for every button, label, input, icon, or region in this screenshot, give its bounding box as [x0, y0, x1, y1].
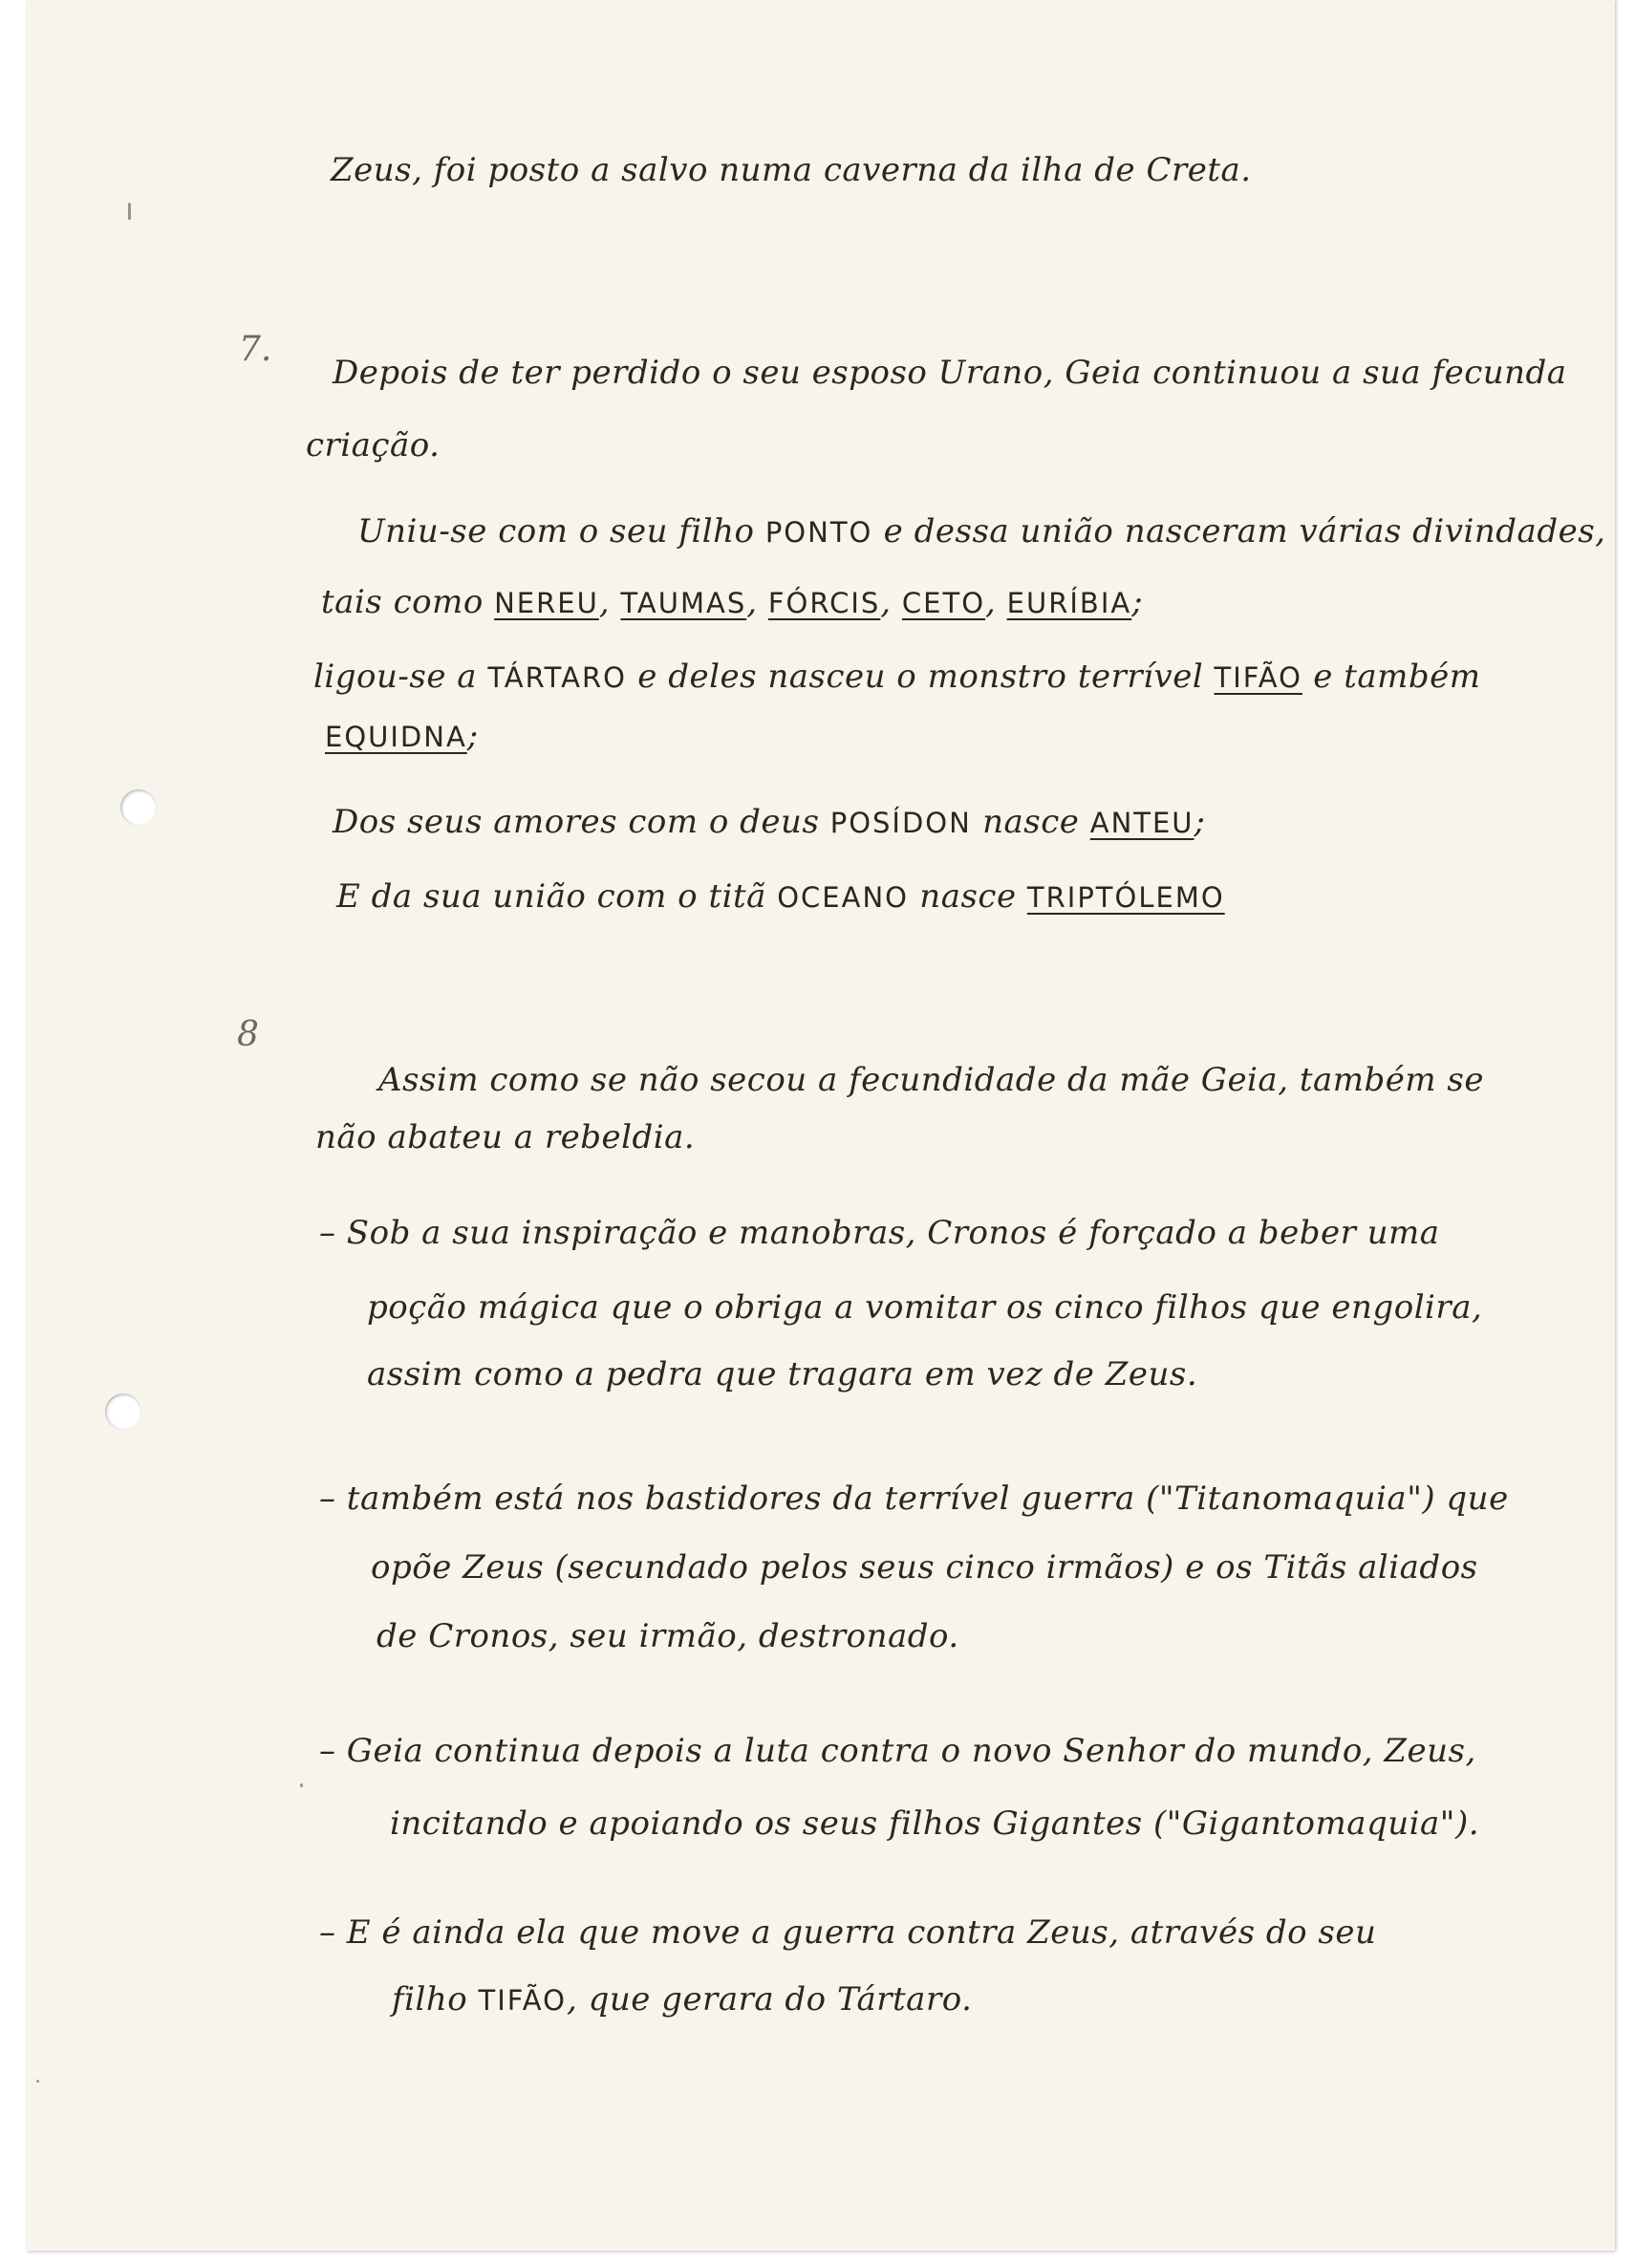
line-text: e dessa união nasceram várias divindades,: [872, 512, 1606, 551]
line-text: – Geia continua depois a luta contra o novo Senhor do mundo, Zeus,: [319, 1732, 1476, 1770]
line-text: nasce: [971, 803, 1090, 841]
text-line: [319, 1216, 1440, 1251]
line-text: ligou-se a: [313, 658, 488, 696]
line-text: Uniu-se com o seu filho: [357, 512, 765, 551]
deity-name: TIFÃO: [478, 1984, 567, 2017]
line-text: tais como: [321, 583, 495, 621]
deity-name: CETO: [901, 587, 986, 619]
punch-hole: [105, 1393, 141, 1430]
paper-speck: [36, 2080, 39, 2083]
deity-name: PONTO: [764, 516, 873, 549]
text-line: [319, 1481, 1509, 1517]
line-text: – E é ainda ela que move a guerra contra Zeus, através do seu: [319, 1913, 1377, 1952]
deity-name: ANTEU: [1089, 807, 1194, 839]
text-line: [333, 356, 1567, 391]
text-line: [319, 1915, 1376, 1951]
deity-name: NEREU: [494, 587, 599, 619]
text-line: [315, 1120, 695, 1156]
deity-name: TAUMAS: [620, 587, 747, 619]
line-text: Zeus, foi posto a salvo numa caverna da ilha de Creta.: [331, 151, 1252, 189]
text-line: [392, 1982, 972, 2018]
line-text: de Cronos, seu irmão, destronado.: [376, 1617, 959, 1655]
deity-name: TÁRTARO: [487, 661, 627, 694]
section-number: 8: [237, 1015, 259, 1054]
line-text: e também: [1302, 658, 1481, 696]
text-line: [336, 879, 1225, 915]
line-text: criação.: [306, 426, 441, 464]
line-text: – também está nos bastidores da terrível guerra ("Titanomaquia") que: [319, 1480, 1509, 1518]
line-text: não abateu a rebeldia.: [315, 1118, 696, 1156]
text-line: [371, 1550, 1478, 1586]
text-line: [319, 1734, 1476, 1769]
text-line: EQUIDNA;: [325, 717, 479, 755]
punch-hole: [120, 789, 157, 826]
deity-name: OCEANO: [777, 881, 909, 914]
line-text: incitando e apoiando os seus filhos Gigantes ("Gigantomaquia").: [390, 1804, 1480, 1843]
text-line: tais como NEREU, TAUMAS, FÓRCIS, CETO, EURÍBIA;: [321, 583, 1144, 621]
paper-speck: [300, 1783, 303, 1787]
deity-name: TRIPTÓLEMO: [1026, 881, 1225, 914]
text-line: [367, 1290, 1482, 1326]
line-text: Dos seus amores com o deus: [333, 803, 830, 841]
text-line: [378, 1063, 1484, 1098]
text-line: [331, 153, 1252, 188]
line-text: e deles nasceu o monstro terrível: [626, 658, 1215, 696]
line-text: , que gerara do Tártaro.: [566, 1980, 973, 2019]
line-text: E da sua união com o titã: [336, 877, 778, 916]
deity-name: TIFÃO: [1214, 661, 1302, 694]
deity-name: EURÍBIA: [1006, 587, 1132, 619]
deity-name: EQUIDNA: [325, 721, 467, 753]
manuscript-page: [27, 0, 1615, 2251]
text-line: [376, 1619, 959, 1654]
text-line: [390, 1806, 1479, 1842]
line-text: opõe Zeus (secundado pelos seus cinco irmãos) e os Titãs aliados: [371, 1548, 1478, 1587]
line-text: poção mágica que o obriga a vomitar os cinco filhos que engolira,: [367, 1288, 1483, 1327]
line-text: Depois de ter perdido o seu esposo Urano, Geia continuou a sua fecunda: [333, 354, 1567, 392]
text-line: Dos seus amores com o deus POSÍDON nasce ANTEU;: [333, 803, 1206, 841]
line-text: – Sob a sua inspiração e manobras, Cronos é forçado a beber uma: [319, 1214, 1440, 1252]
text-line: [306, 428, 440, 464]
deity-name: POSÍDON: [829, 807, 972, 839]
text-line: [357, 514, 1605, 550]
text-line: [313, 659, 1481, 695]
line-text: filho: [392, 1980, 479, 2019]
line-text: assim como a pedra que tragara em vez de Zeus.: [367, 1355, 1198, 1393]
line-text: Assim como se não secou a fecundidade da mãe Geia, também se: [378, 1061, 1484, 1099]
deity-name: FÓRCIS: [767, 587, 881, 619]
section-number: 7.: [239, 330, 272, 369]
text-line: [367, 1357, 1197, 1393]
paper-speck: [128, 203, 131, 220]
line-text: nasce: [909, 877, 1027, 916]
